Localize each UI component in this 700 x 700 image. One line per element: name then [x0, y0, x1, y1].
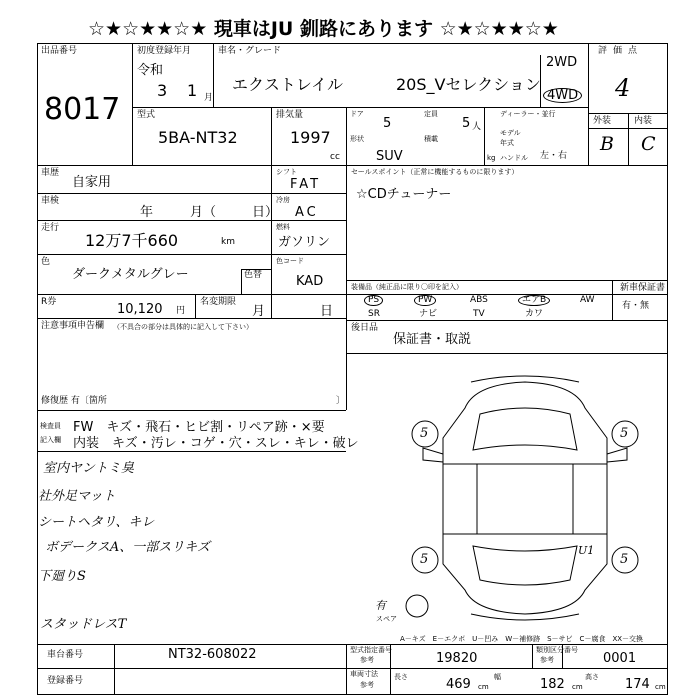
- displacement: 1997: [290, 128, 331, 147]
- equip-sr: SR: [368, 309, 380, 319]
- damage-mark: U1: [578, 544, 595, 557]
- handwritten-1: 室内ヤントミ臭: [43, 461, 134, 476]
- class-label: 類別区分番号: [536, 646, 578, 654]
- reg-label: 初度登録年月: [137, 46, 192, 56]
- repair-history: 修復歴 有〔箇所: [41, 396, 107, 406]
- mileage-label: 走行: [41, 223, 60, 233]
- dealer-label: ディーラー・並行: [500, 110, 556, 118]
- recycle-unit: 円: [176, 306, 186, 316]
- name-label: 車名・グレード: [218, 46, 282, 56]
- load-unit: kg: [487, 154, 496, 162]
- ac: AC: [295, 205, 319, 220]
- deadline-day: 日: [320, 304, 334, 319]
- reg-month-unit: 月: [204, 93, 214, 103]
- deadline-label: 名変期限: [200, 297, 237, 307]
- color: ダークメタルグレー: [72, 267, 189, 282]
- equip-tv: TV: [473, 309, 485, 319]
- cert-number: 19820: [436, 651, 478, 666]
- class-sub: 参考: [540, 656, 554, 664]
- documents: 保証書・取説: [393, 332, 472, 347]
- lot-label: 出品番号: [41, 46, 78, 56]
- width: 182: [540, 677, 565, 692]
- mileage-unit: km: [221, 237, 235, 247]
- spare-value: 有: [375, 599, 386, 612]
- drive-2wd: 2WD: [546, 55, 578, 70]
- inspector-interior: 内装 キズ・汚レ・コゲ・穴・スレ・キレ・破レ: [73, 436, 359, 451]
- color-change-label: 色替: [244, 270, 263, 280]
- handle-label: ハンドル: [500, 154, 528, 162]
- banner: ☆★☆★★☆★ 現車はJU 釧路にあります ☆★☆★★☆★: [88, 18, 559, 40]
- shape-label: 形状: [350, 135, 364, 143]
- model-year-label1: モデル: [500, 129, 521, 137]
- inspector-label2: 記入欄: [40, 436, 61, 444]
- car-diagram: [395, 368, 655, 626]
- spare-label: スペア: [376, 615, 397, 623]
- equip-pw: PW: [414, 295, 436, 306]
- load-label: 積載: [424, 135, 438, 143]
- length-label: 長さ: [394, 673, 408, 681]
- cert-label: 型式指定番号: [350, 646, 392, 654]
- score-value: 4: [615, 74, 631, 102]
- displacement-unit: cc: [330, 152, 340, 162]
- notes-label: 注意事項申告欄: [41, 321, 105, 331]
- fuel: ガソリン: [278, 235, 331, 250]
- handwritten-6: スタッドレスT: [40, 617, 127, 632]
- recycle-label: R券: [41, 297, 57, 307]
- doors-label: ドア: [350, 110, 364, 118]
- register-label: 登録番号: [47, 676, 84, 686]
- shift-label: シフト: [276, 168, 297, 176]
- shift: FAT: [290, 177, 322, 192]
- handwritten-2: 社外足マット: [38, 489, 116, 504]
- warranty-label: 新車保証書: [620, 283, 666, 293]
- warranty: 有・無: [622, 301, 650, 311]
- car-grade: 20S_Vセレクション: [396, 75, 541, 94]
- inspection-year: 年: [140, 205, 154, 220]
- model-code: 5BA-NT32: [158, 128, 238, 147]
- exterior-label: 外装: [593, 116, 612, 126]
- history-label: 車歴: [41, 168, 60, 178]
- fuel-label: 燃料: [276, 223, 290, 231]
- width-unit: cm: [572, 683, 583, 691]
- chassis-number: NT32-608022: [168, 647, 257, 662]
- equip-navi: ナビ: [419, 309, 438, 319]
- sales-label: セールスポイント（正常に機能するものに限ります）: [351, 168, 519, 176]
- handwritten-5: 下廻りS: [38, 569, 86, 584]
- car-model: エクストレイル: [232, 75, 344, 94]
- equip-aw: AW: [580, 295, 595, 305]
- reg-era: 令和: [137, 63, 164, 78]
- lot-number: 8017: [44, 92, 121, 127]
- exterior-grade: B: [600, 133, 614, 155]
- inspection-month: 月（: [190, 205, 217, 220]
- documents-label: 後日品: [351, 323, 379, 333]
- inspection-day: 日）: [252, 205, 279, 220]
- mileage: 12万7千660: [85, 231, 179, 250]
- sales-point: ☆CDチューナー: [356, 187, 452, 202]
- capacity-unit: 人: [472, 122, 482, 132]
- reg-year: 3: [157, 81, 168, 100]
- handle: 左・右: [540, 151, 568, 161]
- equip-airbag: エアB: [518, 295, 550, 306]
- model-code-label: 型式: [137, 110, 156, 120]
- inspection-label: 車検: [41, 196, 60, 206]
- drive-4wd: 4WD: [543, 88, 582, 103]
- tire-rear-right: 5: [620, 552, 629, 567]
- inspector-fw: FW キズ・飛石・ヒビ割・リペア跡・×要: [73, 420, 325, 435]
- repair-history-end: 〕: [336, 396, 346, 406]
- height: 174: [625, 677, 650, 692]
- handwritten-3: シートヘタリ、キレ: [38, 515, 155, 530]
- tire-front-right: 5: [620, 426, 629, 441]
- tire-front-left: 5: [420, 426, 429, 441]
- height-label: 高さ: [585, 673, 599, 681]
- class-number: 0001: [603, 651, 637, 666]
- capacity-label: 定員: [424, 110, 438, 118]
- doors: 5: [383, 116, 392, 131]
- equip-abs: ABS: [470, 295, 488, 305]
- length-unit: cm: [478, 683, 489, 691]
- color-label: 色: [41, 257, 51, 267]
- equip-leather: カワ: [525, 309, 544, 319]
- notes-sub: （不具合の部分は具体的に記入して下さい）: [113, 323, 253, 331]
- shape: SUV: [376, 149, 403, 164]
- ac-label: 冷房: [276, 196, 290, 204]
- history: 自家用: [72, 175, 112, 190]
- height-unit: cm: [655, 683, 666, 691]
- length: 469: [446, 677, 471, 692]
- width-label: 幅: [494, 673, 501, 681]
- deadline-month: 月: [252, 304, 266, 319]
- interior-label: 内装: [634, 116, 653, 126]
- chassis-label: 車台番号: [47, 650, 84, 660]
- dim-sub: 参考: [360, 681, 374, 689]
- equip-ps: PS: [364, 295, 383, 306]
- dim-label: 車両寸法: [350, 670, 378, 678]
- damage-legend: A－キズ E－エクボ U－凹み W－補修跡 S－サビ C－腐食 XX－交換: [400, 635, 644, 643]
- color-code-label: 色コード: [276, 257, 304, 265]
- reg-month: 1: [187, 81, 198, 100]
- model-year-label2: 年式: [500, 139, 514, 147]
- equipment-label: 装備品（純正品に限り〇印を記入）: [351, 283, 463, 291]
- score-label: 評価点: [598, 46, 644, 56]
- recycle: 10,120: [117, 302, 163, 317]
- tire-rear-left: 5: [420, 552, 429, 567]
- cert-sub: 参考: [360, 656, 374, 664]
- displacement-label: 排気量: [276, 110, 304, 120]
- interior-grade: C: [641, 133, 656, 155]
- inspector-label1: 検査員: [40, 422, 61, 430]
- capacity: 5: [462, 116, 471, 131]
- handwritten-4: ボデークスA、一部スリキズ: [45, 540, 210, 555]
- color-code: KAD: [296, 274, 324, 289]
